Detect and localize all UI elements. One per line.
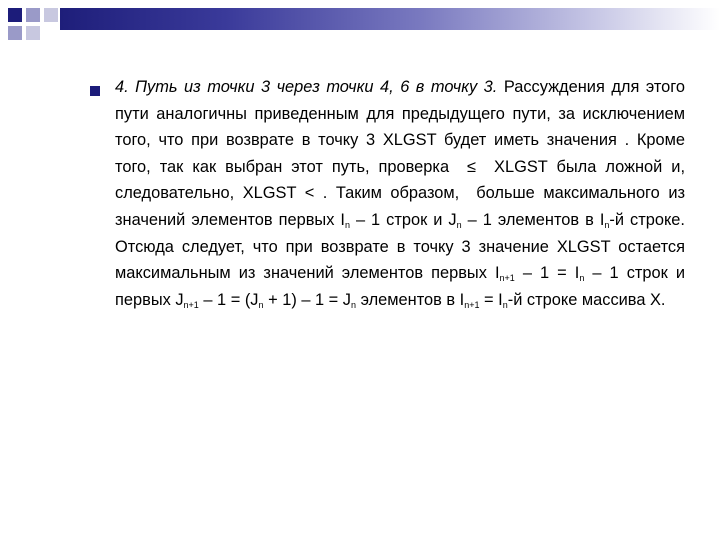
body-part: – 1 = I: [514, 264, 580, 283]
subscript: n: [344, 219, 350, 230]
subscript: n: [351, 299, 357, 310]
body-part: – 1 элементов в I: [461, 210, 605, 229]
deco-square-mid: [26, 8, 40, 22]
title-gradient-bar: [60, 8, 720, 30]
subscript: n+1: [464, 299, 480, 310]
subscript: n: [604, 219, 610, 230]
body-part: -й строке. Отсюда следует, что при возврате в точку 3 значение XLGST остается максимальным из значений элементов первых I: [115, 210, 685, 283]
body-part: -й строке массива X.: [507, 290, 666, 309]
subscript: n: [456, 219, 462, 230]
deco-square-dark: [8, 8, 22, 22]
deco-square-light-2: [26, 26, 40, 40]
deco-square-light: [44, 8, 58, 22]
body-part: + 1) – 1 = J: [263, 290, 351, 309]
subscript: n: [258, 299, 264, 310]
lead-heading: 4. Путь из точки 3 через точки 4, 6 в точку 3.: [115, 78, 498, 96]
body-part: – 1 строк и первых J: [115, 264, 685, 309]
slide-body-text: [115, 74, 685, 313]
subscript: n+1: [183, 299, 199, 310]
body-part: – 1 строк и J: [349, 210, 457, 229]
bullet-square-icon: [90, 86, 100, 96]
body-part: = I: [479, 290, 503, 309]
body-part: – 1 = (J: [198, 290, 259, 309]
body-part: Рассуждения для этого пути аналогичны приведенным для предыдущего пути, за исключением того, что при возврате в точку 3 XLGST будет иметь значения . Кроме того, так как выбран этот путь, проверка ≤ XLGST была ложной и, следовательно, XLGST < . Таким образом, больше максимального из значений элементов первых I: [115, 78, 685, 229]
body-part: элементов в I: [356, 290, 465, 309]
decorative-squares: [0, 0, 60, 40]
subscript: n: [502, 299, 508, 310]
subscript: n: [579, 273, 585, 284]
deco-square-mid-2: [8, 26, 22, 40]
subscript: n+1: [499, 273, 515, 284]
